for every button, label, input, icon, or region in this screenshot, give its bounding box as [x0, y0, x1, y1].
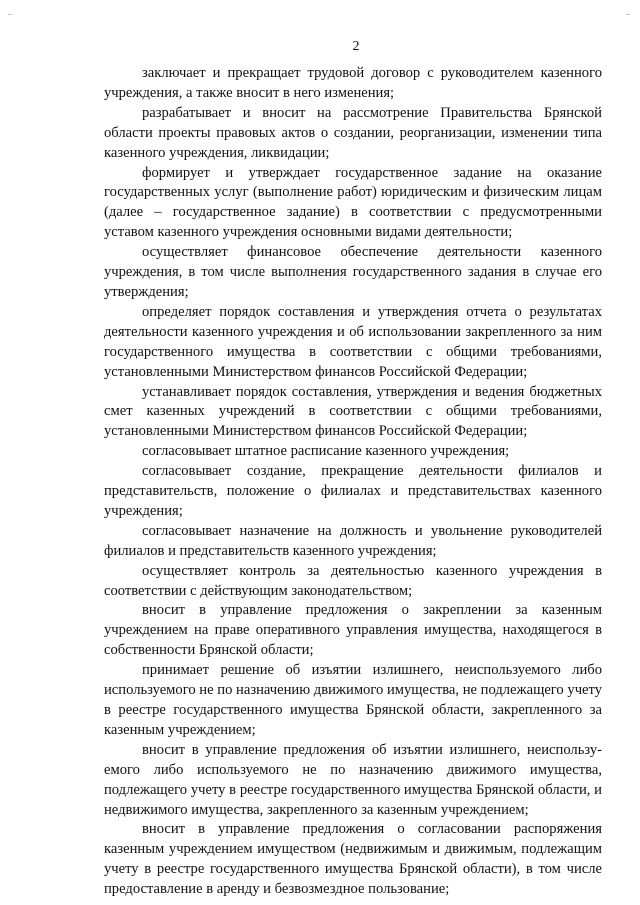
paragraph: согласовывает создание, прекращение деятельности филиалов и представительств, положение о филиалах и представительствах казенного учреждения; [104, 463, 602, 519]
paragraph: осуществляет контроль за деятельностью казенного учреждения в соответствии с действующим законодательством; [104, 562, 602, 599]
paragraph: вносит в управление предложения о закреплении за казенным учреждением на праве оперативного управления имущества, находящегося в собственности Брянской области; [104, 602, 602, 659]
paragraph: определяет порядок составления и утверждения отчета о результатах деятельности казенного учреждения и об использовании закрепленного за ним государственного имущества в соответствии с общими требованиями, установленными Министерством финансов Российской Федерации; [104, 303, 602, 380]
paragraph: осуществляет финансовое обеспечение деятельности казенного учреждения, в том числе выполнения государственного задания в случае его утверждения; [104, 244, 602, 300]
scan-mark [626, 14, 630, 15]
paragraph: заключает и прекращает трудовой договор с руководителем казенного учреждения, а также вносит в него изменения; [104, 65, 602, 101]
paragraph: принимает решение об изъятии излишнего, неиспользуемого либо используемого не по назначению движимого имущества, не подлежащего учету в реестре государственного имущества Брянской области, закрепленного за казенным учреждением; [104, 662, 602, 738]
paragraph: согласовывает назначение на должность и увольнение руководителей филиалов и представительств казенного учреждения; [104, 522, 602, 559]
paragraph: вносит в управление предложения о согласовании распоряжения казенным учреждением имуществом (недвижимым и движимым, подлежащим учету в реестре государственного имущества Брянской области), в том числе предоставление в аренду и безвозмездное пользование; [104, 821, 602, 898]
document-body [104, 64, 602, 900]
paragraph: согласовывает штатное расписание казенного учреждения; [142, 443, 510, 460]
scan-mark [8, 14, 12, 15]
page-number: 2 [352, 39, 360, 54]
paragraph: устанавливает порядок составления, утверждения и ведения бюджетных смет казенных учреждений в соответствии с общими требованиями, установленными Министерством финансов Российской Федерации; [104, 383, 602, 440]
paragraph: разрабатывает и вносит на рассмотрение Правительства Брянской области проекты правовых актов о создании, реорганизации, изменении типа казенного учреждения, ликвидации; [104, 104, 602, 161]
paragraph: формирует и утверждает государственное задание на оказание государственных услуг (выполнение работ) юридическим и физическим лицам (далее – государственное задание) в соответствии с предусмотренными уставом казенного учреждения основными видами деятельности; [104, 164, 602, 241]
paragraph: вносит в управление предложения об изъятии излишнего, неиспользуемого либо используемого не по назначению движимого имущества, подлежащего учету в реестре государственного имущества Брянской области, и недвижимого имущества, закрепленного за казенным учреждением; [104, 741, 602, 818]
